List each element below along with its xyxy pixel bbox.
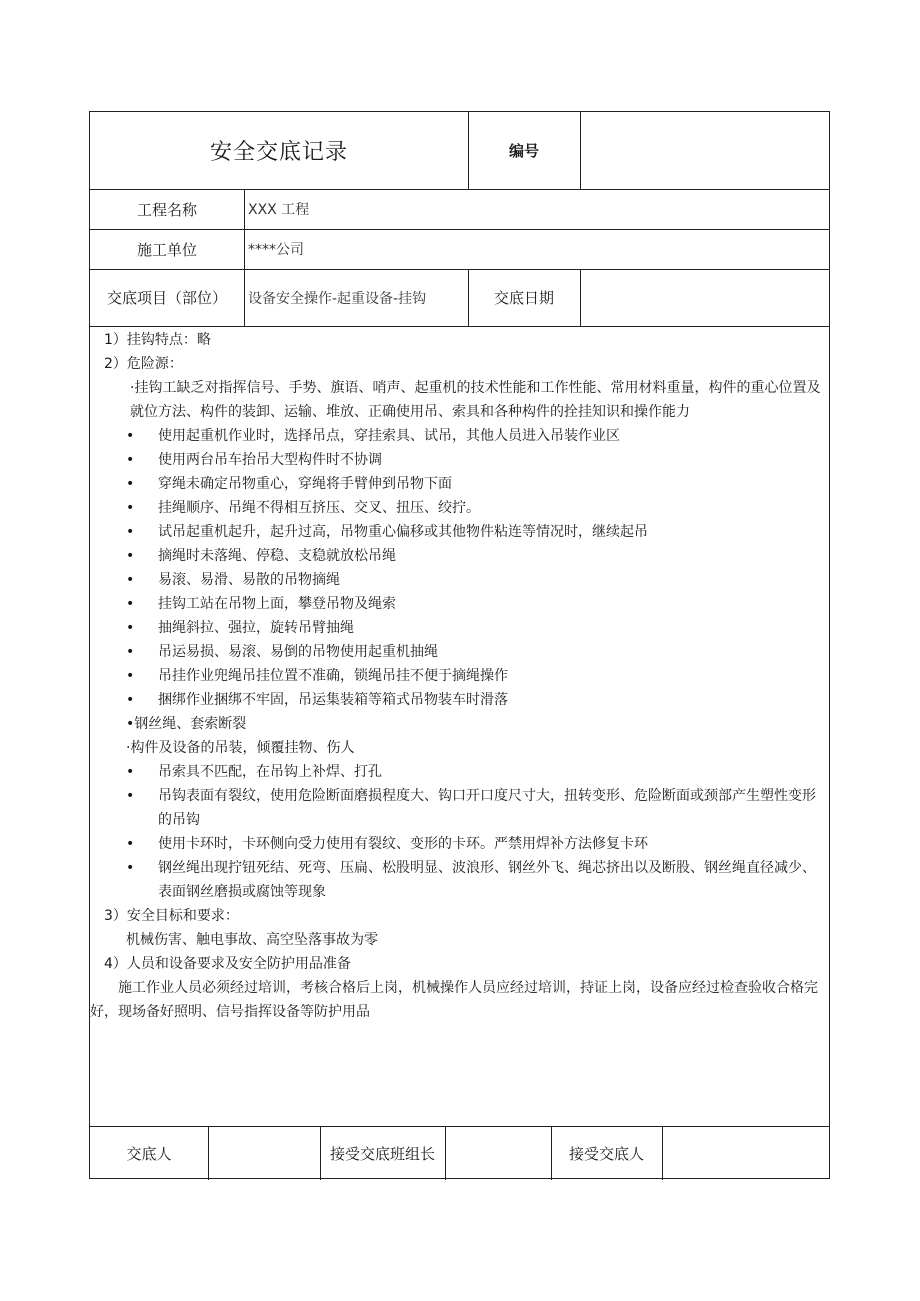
hazard-item-text: 吊挂作业兜绳吊挂位置不准确，锁绳吊挂不便于摘绳操作 (158, 668, 508, 684)
hazard-item (90, 784, 829, 832)
section-personnel-equipment: 4）人员和设备要求及安全防护用品准备 (104, 956, 351, 972)
discloser-label: 交底人 (126, 1144, 172, 1163)
hazard-item (90, 832, 829, 856)
number-field[interactable] (580, 112, 830, 189)
hazard-item-text: 挂钩工站在吊物上面，攀登吊物及绳索 (158, 596, 396, 612)
hazard-item-text: 使用卡环时，卡环侧向受力使用有裂纹、变形的卡环。严禁用焊补方法修复卡环 (158, 836, 648, 852)
bullet-icon: • (126, 836, 135, 852)
hazard-item-text: 吊索具不匹配，在吊钩上补焊、打孔 (158, 764, 382, 780)
hazard-item-text: 使用两台吊车抬吊大型构件时不协调 (158, 452, 382, 468)
discloser-field[interactable] (208, 1126, 320, 1180)
hazard-intro: ·挂钩工缺乏对指挥信号、手势、旗语、哨声、起重机的技术性能和工作性能、常用材料重量，构件的重心位置及就位方法、构件的装卸、运输、堆放、正确使用吊、索具和各种构件的拴挂知识和操作能力 (130, 380, 821, 420)
bullet-icon: • (126, 620, 135, 636)
component-hazard: ·构件及设备的吊装，倾覆挂物、伤人 (126, 740, 355, 756)
section-safety-goals: 3）安全目标和要求： (104, 908, 239, 924)
bullet-icon: • (126, 500, 135, 516)
bullet-icon: • (126, 428, 135, 444)
hazard-item (90, 664, 829, 688)
hazard-item (90, 544, 829, 568)
hazard-item-text: 抽绳斜拉、强拉，旋转吊臂抽绳 (158, 620, 354, 636)
item-label: 交底项目（部位） (106, 289, 227, 307)
date-label: 交底日期 (493, 289, 554, 307)
contractor-label: 施工单位 (136, 240, 197, 259)
rigging-hazard-list (90, 760, 829, 904)
hazard-item (90, 856, 829, 904)
bullet-icon: • (126, 644, 135, 660)
form-title: 安全交底记录 (209, 140, 348, 165)
hazard-item-text: 穿绳未确定吊物重心，穿绳将手臂伸到吊物下面 (158, 476, 452, 492)
hazard-item-text: 使用起重机作业时，选择吊点，穿挂索具、试吊，其他人员进入吊装作业区 (158, 428, 620, 444)
bullet-icon: • (126, 692, 135, 708)
bullet-icon: • (126, 524, 135, 540)
hazard-item (90, 496, 829, 520)
hazard-item (90, 520, 829, 544)
receiver-label: 接受交底人 (568, 1144, 644, 1163)
hazard-item-text: 钢丝绳出现拧钮死结、死弯、压扁、松股明显、波浪形、钢丝外飞、绳芯挤出以及断股、钢丝绳直径减少、表面钢丝磨损或腐蚀等现象 (158, 860, 816, 900)
hazard-item (90, 592, 829, 616)
project-name-label: 工程名称 (136, 200, 197, 219)
hazard-item-text: 挂绳顺序、吊绳不得相互挤压、交叉、扭压、绞拧。 (158, 500, 480, 516)
safety-goals-text: 机械伤害、触电事故、高空坠落事故为零 (126, 932, 378, 948)
bullet-icon: • (126, 596, 135, 612)
hazard-item (90, 448, 829, 472)
section-hook-features: 1）挂钩特点：略 (104, 332, 211, 348)
bullet-icon: • (126, 788, 135, 804)
hazard-item-text: 捆绑作业捆绑不牢固，吊运集装箱等箱式吊物装车时滑落 (158, 692, 508, 708)
hazard-list (90, 424, 829, 712)
hazard-item (90, 472, 829, 496)
receiver-field[interactable] (662, 1126, 830, 1180)
hazard-item (90, 568, 829, 592)
hazard-item (90, 616, 829, 640)
contractor-field[interactable]: ****公司 (248, 242, 304, 258)
hazard-item-text: 摘绳时未落绳、停稳、支稳就放松吊绳 (158, 548, 396, 564)
bullet-icon: • (126, 548, 135, 564)
bullet-icon: • (126, 476, 135, 492)
team-leader-field[interactable] (445, 1126, 551, 1180)
hazard-item (90, 424, 829, 448)
project-name-field[interactable]: XXX 工程 (248, 202, 310, 218)
hazard-item (90, 688, 829, 712)
bullet-icon: • (126, 860, 135, 876)
number-label: 编号 (508, 142, 539, 160)
wire-rope-hazard: •钢丝绳、套索断裂 (126, 716, 247, 732)
hazard-item-text: 吊钩表面有裂纹，使用危险断面磨损程度大、钩口开口度尺寸大，扭转变形、危险断面或颈部产生塑性变形的吊钩 (158, 788, 816, 828)
section-hazards: 2）危险源： (104, 356, 183, 372)
personnel-equipment-text: 施工作业人员必须经过培训，考核合格后上岗，机械操作人员应经过培训，持证上岗，设备应经过检查验收合格完好，现场备好照明、信号指挥设备等防护用品 (90, 980, 818, 1020)
hazard-item-text: 试吊起重机起升，起升过高，吊物重心偏移或其他物件粘连等情况时，继续起吊 (158, 524, 648, 540)
hazard-item (90, 760, 829, 784)
hazard-item-text: 吊运易损、易滚、易倒的吊物使用起重机抽绳 (158, 644, 438, 660)
hazard-item (90, 640, 829, 664)
hazard-item-text: 易滚、易滑、易散的吊物摘绳 (158, 572, 340, 588)
disclosure-content (90, 326, 829, 1126)
team-leader-label: 接受交底班组长 (329, 1144, 435, 1163)
bullet-icon: • (126, 452, 135, 468)
item-field[interactable]: 设备安全操作-起重设备-挂钩 (248, 290, 427, 307)
bullet-icon: • (126, 572, 135, 588)
date-field[interactable] (580, 269, 830, 326)
bullet-icon: • (126, 668, 135, 684)
disclosure-form (89, 111, 830, 1179)
bullet-icon: • (126, 764, 135, 780)
